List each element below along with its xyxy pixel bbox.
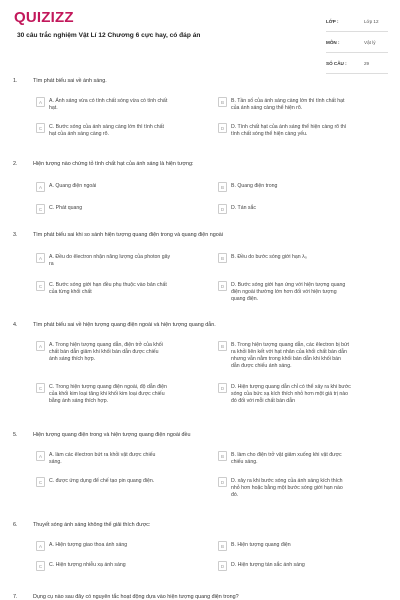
option-letter-badge: D [218, 477, 227, 487]
option-text: B. Tần số của ánh sáng càng lớn thì tính chất hạt của ánh sáng càng thể hiện rõ. [231, 98, 345, 111]
question-prompt: Thuyết sóng ánh sáng không thể giải thích được: [33, 522, 151, 528]
option-text: C. Bước sóng của ánh sáng càng lớn thì tính chất hạt của ánh sáng càng rõ. [49, 124, 164, 137]
option-text: A. Đều do êlectron nhận năng lượng của photon gây ra [49, 254, 171, 267]
option-letter-badge: C [36, 123, 45, 133]
option-letter-badge: C [36, 383, 45, 393]
option-text: A. Ánh sáng vừa có tính chất sóng vừa có tính chất hạt. [49, 98, 168, 111]
option-letter-badge: A [36, 182, 45, 192]
option-text: A. làm các êlectron bứt ra khỏi vật được chiếu sáng. [49, 452, 156, 465]
answer-option-b[interactable] [218, 542, 390, 551]
brand-logo: QUIZIZZ [14, 9, 74, 26]
option-text: D. Hiện tượng tán sắc ánh sáng [231, 562, 305, 568]
answer-option-b[interactable] [218, 98, 390, 112]
answer-option-d[interactable] [218, 282, 390, 303]
question-prompt: Hiện tượng nào chứng tỏ tính chất hạt của ánh sáng là hiện tượng: [33, 161, 194, 167]
question-number: 3. [13, 232, 18, 238]
question-number: 6. [13, 522, 18, 528]
option-letter-badge: D [218, 281, 227, 291]
option-text: C. Bước sóng giới hạn đều phụ thuộc vào bản chất của từng khối chất [49, 282, 167, 295]
answer-option-c[interactable] [36, 562, 212, 571]
meta-panel [326, 11, 388, 74]
option-text: C. Hiện tượng nhiễu xạ ánh sáng [49, 562, 126, 568]
option-letter-badge: B [218, 97, 227, 107]
option-letter-badge: B [218, 182, 227, 192]
meta-row-class [326, 11, 388, 32]
question-text [13, 78, 107, 84]
answer-option-a[interactable] [36, 542, 212, 551]
option-letter-badge: D [218, 383, 227, 393]
option-letter-badge: D [218, 123, 227, 133]
meta-label: MÔN : [326, 39, 340, 45]
option-text: D. Tính chất hạt của ánh sáng thể hiện càng rõ thì tính chất sóng thể hiện càng yếu. [231, 124, 347, 137]
question-text [13, 161, 194, 167]
answer-option-c[interactable] [36, 205, 212, 214]
question-number: 2. [13, 161, 18, 167]
option-text: D. Bước sóng giới hạn ứng với hiện tượng quang điện ngoài thường lớn hơn đối với hiện tượng quang điện. [231, 282, 346, 302]
answer-option-a[interactable] [36, 254, 212, 268]
option-letter-badge: A [36, 541, 45, 551]
answer-option-c[interactable] [36, 282, 212, 296]
option-text: D. xảy ra khi bước sóng của ánh sáng kích thích nhỏ hơn hoặc bằng một bước sóng giới hạn nào đó. [231, 478, 343, 498]
option-text: B. làm cho điện trở vật giảm xuống khi vật được chiếu sáng. [231, 452, 342, 465]
answer-option-b[interactable] [218, 183, 390, 192]
answer-option-a[interactable] [36, 98, 212, 112]
answer-option-b[interactable] [218, 452, 390, 466]
option-letter-badge: A [36, 341, 45, 351]
question-text [13, 522, 150, 528]
answer-option-b[interactable] [218, 342, 390, 370]
option-text: D. Hiện tượng quang dẫn chỉ có thể xảy ra khi bước sóng của bức xạ kích thích nhỏ hơn một giá trị nào đó đối với mỗi chất bán dẫn [231, 384, 351, 404]
option-text: A. Trong hiện tượng quang dẫn, điện trở của khối chất bán dẫn giảm khi khối bán dẫn được chiếu ánh sáng thích hợp. [49, 342, 163, 362]
option-text: A. Hiện tượng giao thoa ánh sáng [49, 542, 128, 548]
meta-label: LỚP : [326, 18, 339, 24]
answer-option-a[interactable] [36, 183, 212, 192]
answer-option-a[interactable] [36, 342, 212, 363]
option-letter-badge: C [36, 281, 45, 291]
option-letter-badge: A [36, 451, 45, 461]
option-letter-badge: B [218, 341, 227, 351]
option-letter-badge: D [218, 561, 227, 571]
option-text: B. Đều do bước sóng giới hạn λ₀ [231, 254, 307, 260]
meta-row-subject [326, 32, 388, 53]
question-text [13, 594, 239, 600]
meta-value: Lớp 12 [364, 18, 379, 24]
option-text: B. Trong hiện tượng quang dẫn, các êlectron bị bứt ra khỏi liên kết với hạt nhân của khối chất bán dẫn nhưng vẫn nằm trong khối bán dẫn khi khối bán dẫn được chiếu ánh sáng. [231, 342, 349, 369]
question-text [13, 232, 223, 238]
question-number: 7. [13, 594, 18, 600]
meta-row-count [326, 53, 388, 74]
meta-value: 29 [364, 60, 370, 66]
option-letter-badge: B [218, 253, 227, 263]
option-text: C. Phát quang [49, 205, 83, 211]
answer-option-d[interactable] [218, 205, 390, 214]
option-text: A. Quang điện ngoài [49, 183, 97, 189]
question-prompt: Tìm phát biểu sai khi so sánh hiện tượng quang điện trong và quang điện ngoài [33, 232, 223, 238]
question-prompt: Tìm phát biểu sai về hiện tượng quang điện ngoài và hiện tượng quang dẫn. [33, 322, 216, 328]
option-text: C. được ứng dụng để chế tạo pin quang điện. [49, 478, 155, 484]
option-text: B. Hiện tượng quang điện [231, 542, 291, 548]
option-letter-badge: C [36, 561, 45, 571]
question-number: 4. [13, 322, 18, 328]
answer-option-b[interactable] [218, 254, 390, 263]
question-number: 5. [13, 432, 18, 438]
answer-option-d[interactable] [218, 478, 390, 499]
option-letter-badge: A [36, 97, 45, 107]
answer-option-a[interactable] [36, 452, 212, 466]
question-text [13, 432, 191, 438]
document-title: 30 câu trắc nghiệm Vật Lí 12 Chương 6 cực hay, có đáp án [17, 32, 201, 39]
option-letter-badge: B [218, 451, 227, 461]
answer-option-c[interactable] [36, 124, 212, 138]
option-text: C. Trong hiện tượng quang điện ngoài, độ dẫn điện của khối kim loại tăng khi khối kim loại được chiếu bằng ánh sáng thích hợp. [49, 384, 167, 404]
option-letter-badge: D [218, 204, 227, 214]
option-text: B. Quang điện trong [231, 183, 278, 189]
option-letter-badge: A [36, 253, 45, 263]
answer-option-d[interactable] [218, 384, 390, 405]
option-letter-badge: C [36, 204, 45, 214]
meta-label: SỐ CÂU : [326, 60, 347, 66]
answer-option-c[interactable] [36, 478, 212, 487]
option-text: D. Tán sắc [231, 205, 256, 211]
option-letter-badge: B [218, 541, 227, 551]
question-number: 1. [13, 78, 18, 84]
question-prompt: Tìm phát biểu sai về ánh sáng. [33, 78, 107, 84]
question-prompt: Hiện tượng quang điện trong và hiện tượng quang điện ngoài đều [33, 432, 191, 438]
answer-option-c[interactable] [36, 384, 212, 405]
answer-option-d[interactable] [218, 124, 390, 138]
answer-option-d[interactable] [218, 562, 390, 571]
option-letter-badge: C [36, 477, 45, 487]
question-text [13, 322, 216, 328]
meta-value: Vật lý [364, 39, 376, 45]
question-prompt: Dụng cụ nào sau đây có nguyên tắc hoạt động dựa vào hiện tượng quang điện trong? [33, 594, 239, 600]
